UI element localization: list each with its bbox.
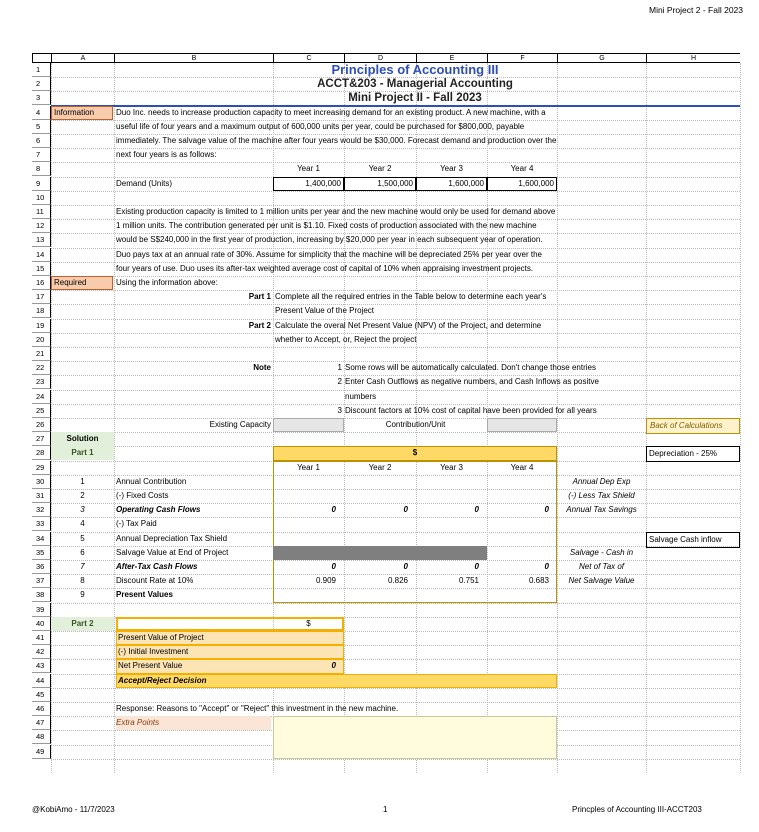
table-value-cell[interactable]: 0: [403, 505, 408, 515]
table-year-header: Year 1: [297, 462, 320, 472]
part2-label: Part 2: [248, 320, 271, 330]
row-header-37[interactable]: 37: [32, 574, 51, 588]
contribution-unit-label: Contribution/Unit: [385, 420, 446, 429]
gridline: [51, 191, 740, 192]
column-header-e[interactable]: E: [416, 53, 487, 63]
required-intro: Using the information above:: [116, 278, 218, 287]
salvage-greyed-cell: [344, 546, 416, 560]
row-header-45[interactable]: 45: [32, 688, 51, 702]
part2-text: Calculate the overal Net Present Value (NPV) of the Project, and determine: [275, 320, 542, 330]
salvage-side-note: Salvage - Cash in: [569, 547, 634, 557]
column-header-f[interactable]: F: [487, 53, 557, 63]
demand-year-header: Year 4: [510, 164, 534, 174]
row-header-21[interactable]: 21: [32, 347, 51, 361]
row-header-46[interactable]: 46: [32, 702, 51, 716]
row-header-7[interactable]: 7: [32, 148, 51, 162]
row-header-23[interactable]: 23: [32, 375, 51, 389]
demand-year-header: Year 1: [297, 164, 320, 174]
row-header-36[interactable]: 36: [32, 560, 51, 574]
column-header-c[interactable]: C: [273, 53, 344, 63]
gridline: [51, 347, 740, 348]
salvage-cash-inflow-note: Salvage Cash inflow: [646, 532, 740, 548]
gridline: [51, 432, 740, 433]
existing-capacity-input[interactable]: [273, 418, 344, 432]
depreciation-side-note: (-) Less Tax Shield: [568, 491, 635, 500]
table-value-cell[interactable]: 0: [474, 562, 479, 571]
table-row-label: After-Tax Cash Flows: [116, 562, 198, 571]
row-header-10[interactable]: 10: [32, 191, 51, 205]
row-header-28[interactable]: 28: [32, 446, 51, 460]
row-header-26[interactable]: 26: [32, 418, 51, 432]
part1-text: Complete all the required entries in the Table below to determine each year's: [275, 292, 547, 302]
response-textarea[interactable]: [273, 716, 557, 759]
column-header-g[interactable]: G: [557, 53, 646, 63]
part2-row-label: Net Present Value: [118, 661, 183, 671]
table-value-cell[interactable]: 0: [403, 562, 408, 571]
depreciation-note: Depreciation - 25%: [646, 446, 740, 462]
note-text: Enter Cash Outflows as negative numbers, and Cash Inflows as positve: [345, 377, 599, 387]
depreciation-side-note: Annual Tax Savings: [566, 505, 637, 515]
spreadsheet: [32, 53, 740, 773]
demand-value: 1,600,000: [448, 178, 484, 188]
row-header-24[interactable]: 24: [32, 390, 51, 404]
table-row-number: 1: [80, 476, 85, 486]
corner-cell[interactable]: [32, 53, 51, 63]
project-title: Mini Project II - Fall 2023: [348, 92, 482, 105]
table-row-number: 2: [80, 491, 85, 500]
row-header-41[interactable]: 41: [32, 631, 51, 645]
note-number: 1: [337, 363, 342, 373]
row-header-47[interactable]: 47: [32, 716, 51, 730]
info-text-line: Duo pays tax at an annual rate of 30%. Assume for simplicity that the machine will be depreciated 25% per year over the: [116, 249, 543, 259]
table-row-number: 8: [80, 576, 85, 586]
row-header-5[interactable]: 5: [32, 120, 51, 134]
row-header-29[interactable]: 29: [32, 461, 51, 475]
footer-left: @KobiAmo - 11/7/2023: [32, 805, 115, 814]
row-header-40[interactable]: 40: [32, 617, 51, 631]
table-row-label: (-) Tax Paid: [116, 519, 157, 529]
row-header-15[interactable]: 15: [32, 262, 51, 276]
part2-row-label: Present Value of Project: [118, 633, 204, 642]
part2-section-label: Part 2: [51, 617, 114, 631]
row-header-13[interactable]: 13: [32, 233, 51, 247]
extra-points-label: Extra Points: [116, 716, 271, 730]
row-header-25[interactable]: 25: [32, 404, 51, 418]
row-header-42[interactable]: 42: [32, 645, 51, 659]
row-header-38[interactable]: 38: [32, 588, 51, 602]
gridline: [51, 688, 740, 689]
dollar-header: $: [412, 448, 418, 458]
info-text-line: would be S$240,000 in the first year of production, increasing by $20,000 per year in each subsequent year of operation.: [116, 235, 543, 245]
row-header-11[interactable]: 11: [32, 205, 51, 219]
page-header: Mini Project 2 - Fall 2023: [648, 5, 743, 15]
row-header-14[interactable]: 14: [32, 248, 51, 262]
demand-year-header: Year 3: [440, 164, 463, 174]
depreciation-side-note: Annual Dep Exp: [572, 476, 631, 486]
table-value-cell[interactable]: 0: [331, 505, 336, 515]
table-row-label: Operating Cash Flows: [116, 505, 201, 515]
row-header-48[interactable]: 48: [32, 730, 51, 744]
gridline: [740, 63, 741, 773]
demand-value: 1,400,000: [305, 178, 341, 188]
sheet-subtitle: ACCT&203 - Managerial Accounting: [317, 78, 513, 91]
part2-value-cell[interactable]: 0: [331, 661, 336, 671]
note-text: Some rows will be automatically calculated. Don't change those entries: [345, 363, 596, 373]
column-header-d[interactable]: D: [344, 53, 416, 63]
row-header-22[interactable]: 22: [32, 361, 51, 375]
row-header-19[interactable]: 19: [32, 319, 51, 333]
demand-label: Demand (Units): [116, 178, 173, 188]
info-text-line: Duo Inc. needs to increase production capacity to meet increasing demand for an existing product. A new machine, with a: [116, 107, 546, 117]
table-row-number: 3: [80, 505, 85, 515]
contribution-unit-input[interactable]: [487, 418, 557, 432]
row-header-30[interactable]: 30: [32, 475, 51, 489]
row-header-1[interactable]: 1: [32, 63, 51, 77]
row-header-3[interactable]: 3: [32, 91, 51, 105]
part1-section-label: Part 1: [51, 446, 114, 460]
part1-text: Present Value of the Project: [275, 306, 375, 316]
row-header-31[interactable]: 31: [32, 489, 51, 503]
table-row-label: (-) Fixed Costs: [116, 491, 169, 500]
part1-label: Part 1: [248, 292, 271, 302]
row-header-8[interactable]: 8: [32, 162, 51, 176]
row-header-35[interactable]: 35: [32, 546, 51, 560]
info-text-line: immediately. The salvage value of the machine after four years would be $30,000. Forecast demand and production over the: [116, 136, 557, 145]
row-header-44[interactable]: 44: [32, 674, 51, 688]
response-prompt: Response: Reasons to "Accept" or "Reject" this investment in the new machine.: [116, 704, 399, 713]
info-text-line: 1 million units. The contribution generated per unit is $1.10. Fixed costs of production associated with the new machine: [116, 221, 537, 231]
table-row-number: 7: [80, 562, 85, 571]
salvage-greyed-cell: [273, 546, 344, 560]
note-text: Discount factors at 10% cost of capital have been provided for all years: [345, 405, 597, 415]
row-header-16[interactable]: 16: [32, 276, 51, 290]
table-row-label: Present Values: [116, 590, 173, 600]
table-value-cell[interactable]: 0: [331, 562, 336, 571]
existing-capacity-label: Existing Capacity: [209, 420, 271, 429]
footer-right: Princples of Accounting III-ACCT203: [572, 805, 702, 814]
part2-row-label: (-) Initial Investment: [118, 647, 189, 657]
note-number: 2: [337, 377, 342, 387]
row-header-34[interactable]: 34: [32, 532, 51, 546]
table-row-number: 6: [80, 547, 85, 557]
required-label: Required: [51, 276, 113, 290]
table-value-cell[interactable]: 0: [544, 505, 549, 515]
part2-dollar-header: $: [306, 618, 311, 628]
table-row-label: Discount Rate at 10%: [116, 576, 194, 586]
column-header-h[interactable]: H: [646, 53, 740, 63]
note-text: numbers: [345, 391, 377, 401]
row-header-6[interactable]: 6: [32, 134, 51, 148]
row-header-12[interactable]: 12: [32, 219, 51, 233]
demand-year-header: Year 2: [368, 164, 392, 174]
table-value-cell[interactable]: 0.909: [315, 576, 336, 586]
table-year-header: Year 2: [368, 462, 392, 472]
row-header-39[interactable]: 39: [32, 603, 51, 617]
info-text-line: four years of use. Duo uses its after-tax weighted average cost of capital of 10% when appraising investment projects.: [116, 263, 534, 273]
note-label: Note: [253, 363, 271, 373]
info-text-line: Existing production capacity is limited to 1 million units per year and the new machine would only be used for demand above: [116, 207, 556, 216]
gridline: [51, 603, 740, 604]
sheet-title: Principles of Accounting III: [331, 62, 499, 77]
table-row-label: Annual Depreciation Tax Shield: [116, 533, 228, 543]
demand-value: 1,500,000: [377, 178, 413, 188]
gridline: [51, 759, 740, 760]
row-header-49[interactable]: 49: [32, 745, 51, 759]
row-header-2[interactable]: 2: [32, 77, 51, 91]
row-header-4[interactable]: 4: [32, 106, 51, 120]
table-row-label: Annual Contribution: [116, 476, 187, 486]
row-header-27[interactable]: 27: [32, 432, 51, 446]
table-row-number: 4: [80, 519, 85, 529]
column-header-a[interactable]: A: [51, 53, 114, 63]
table-row-number: 5: [80, 533, 85, 543]
table-value-cell[interactable]: 0: [544, 562, 549, 571]
table-year-header: Year 3: [440, 462, 463, 472]
row-header-9[interactable]: 9: [32, 177, 51, 191]
footer-page-number: 1: [383, 805, 388, 814]
info-text-line: next four years is as follows:: [116, 150, 217, 160]
table-value-cell[interactable]: 0: [474, 505, 479, 515]
table-value-cell[interactable]: 0.826: [387, 576, 408, 586]
part2-row-label: Accept/Reject Decision: [118, 675, 207, 685]
table-value-cell[interactable]: 0.751: [458, 576, 479, 586]
table-row-label: Salvage Value at End of Project: [116, 547, 229, 557]
row-header-32[interactable]: 32: [32, 503, 51, 517]
demand-value: 1,600,000: [518, 178, 554, 188]
back-of-calculations-label: Back of Calculations: [646, 418, 740, 434]
table-row-number: 9: [80, 590, 85, 600]
row-header-17[interactable]: 17: [32, 290, 51, 304]
info-label: Information: [51, 106, 113, 120]
table-year-header: Year 4: [510, 462, 534, 472]
column-header-b[interactable]: B: [114, 53, 273, 63]
salvage-greyed-cell: [416, 546, 487, 560]
salvage-side-note: Net of Tax of: [578, 562, 625, 571]
salvage-side-note: Net Salvage Value: [568, 576, 635, 586]
note-number: 3: [337, 405, 342, 415]
row-header-18[interactable]: 18: [32, 304, 51, 318]
part2-text: whether to Accept, or, Reject the project: [275, 334, 417, 344]
table-value-cell[interactable]: 0.683: [528, 576, 549, 586]
info-text-line: useful life of four years and a maximum output of 600,000 units per year, could be purchased for $800,000, payable: [116, 121, 525, 131]
solution-label: Solution: [51, 432, 114, 446]
row-header-33[interactable]: 33: [32, 517, 51, 531]
row-header-20[interactable]: 20: [32, 333, 51, 347]
row-header-43[interactable]: 43: [32, 659, 51, 673]
